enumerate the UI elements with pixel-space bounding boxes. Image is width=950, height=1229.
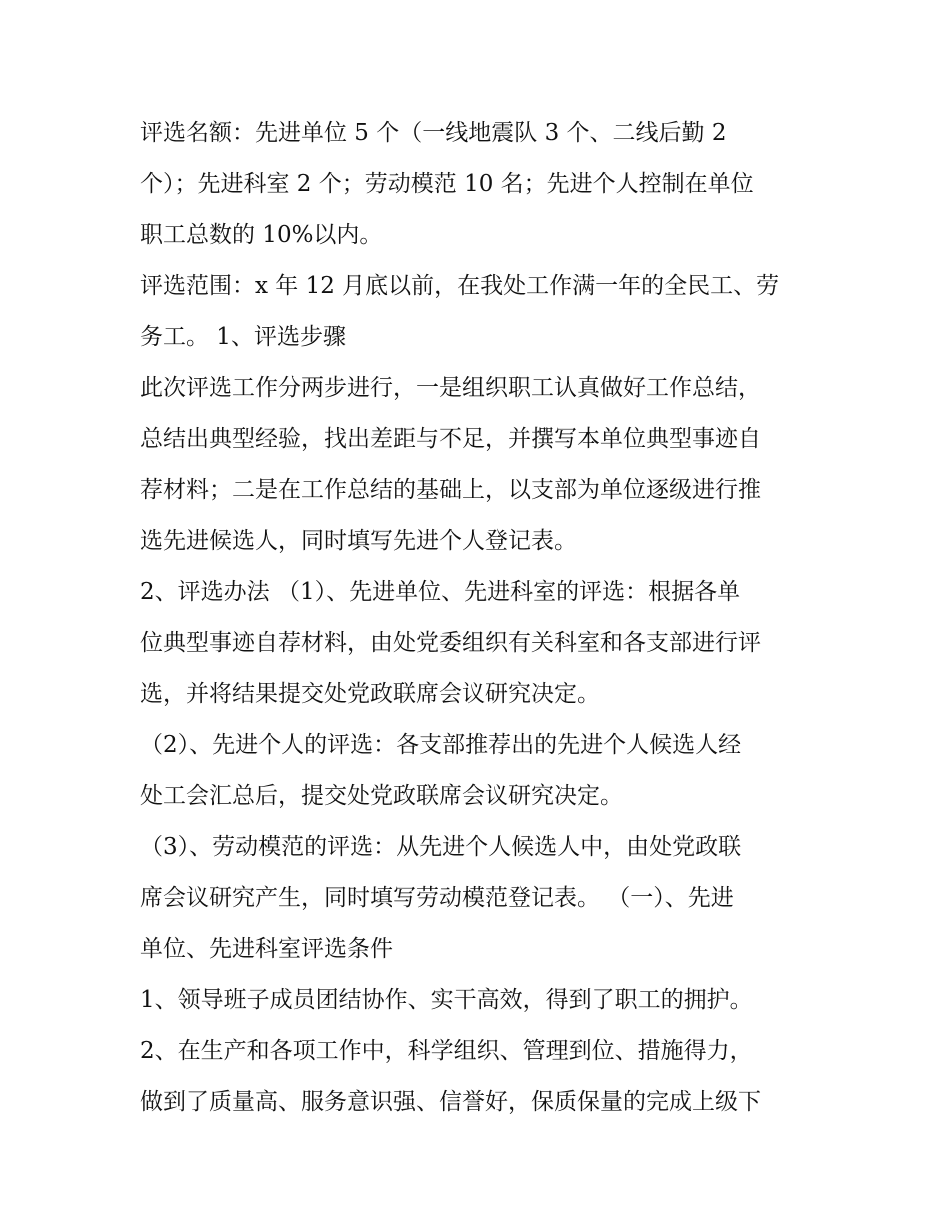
text-line: 评选范围：x 年 12 月底以前，在我处工作满一年的全民工、劳 (140, 273, 780, 299)
text-line: 2、在生产和各项工作中，科学组织、管理到位、措施得力， (140, 1038, 753, 1064)
text-line: 评选名额：先进单位 5 个（一线地震队 3 个、二线后勤 2 (140, 120, 727, 146)
text-line: 做到了质量高、服务意识强、信誉好，保质保量的完成上级下 (140, 1089, 761, 1115)
text-line: 职工总数的 10%以内。 (140, 222, 383, 248)
text-line: 席会议研究产生，同时填写劳动模范登记表。 （一）、先进 (140, 885, 734, 911)
text-line: 总结出典型经验，找出差距与不足，并撰写本单位典型事迹自 (140, 426, 761, 452)
document-body (140, 108, 820, 1128)
text-line: 选，并将结果提交处党政联席会议研究决定。 (140, 681, 600, 707)
text-line: 处工会汇总后，提交处党政联席会议研究决定。 (140, 783, 623, 809)
text-line: 个）；先进科室 2 个；劳动模范 10 名；先进个人控制在单位 (140, 171, 754, 197)
text-line: 2、评选办法 （1）、先进单位、先进科室的评选：根据各单 (140, 579, 741, 605)
text-line: （3）、劳动模范的评选：从先进个人候选人中，由处党政联 (140, 834, 742, 860)
text-line: （2）、先进个人的评选：各支部推荐出的先进个人候选人经 (140, 732, 742, 758)
text-line: 位典型事迹自荐材料，由处党委组织有关科室和各支部进行评 (140, 630, 761, 656)
text-line: 务工。 1、评选步骤 (140, 324, 346, 350)
text-line: 选先进候选人，同时填写先进个人登记表。 (140, 528, 577, 554)
text-line: 单位、先进科室评选条件 (140, 936, 393, 962)
text-line: 此次评选工作分两步进行，一是组织职工认真做好工作总结， (140, 375, 761, 401)
text-line: 荐材料；二是在工作总结的基础上，以支部为单位逐级进行推 (140, 477, 761, 503)
text-line: 1、领导班子成员团结协作、实干高效，得到了职工的拥护。 (140, 987, 753, 1013)
